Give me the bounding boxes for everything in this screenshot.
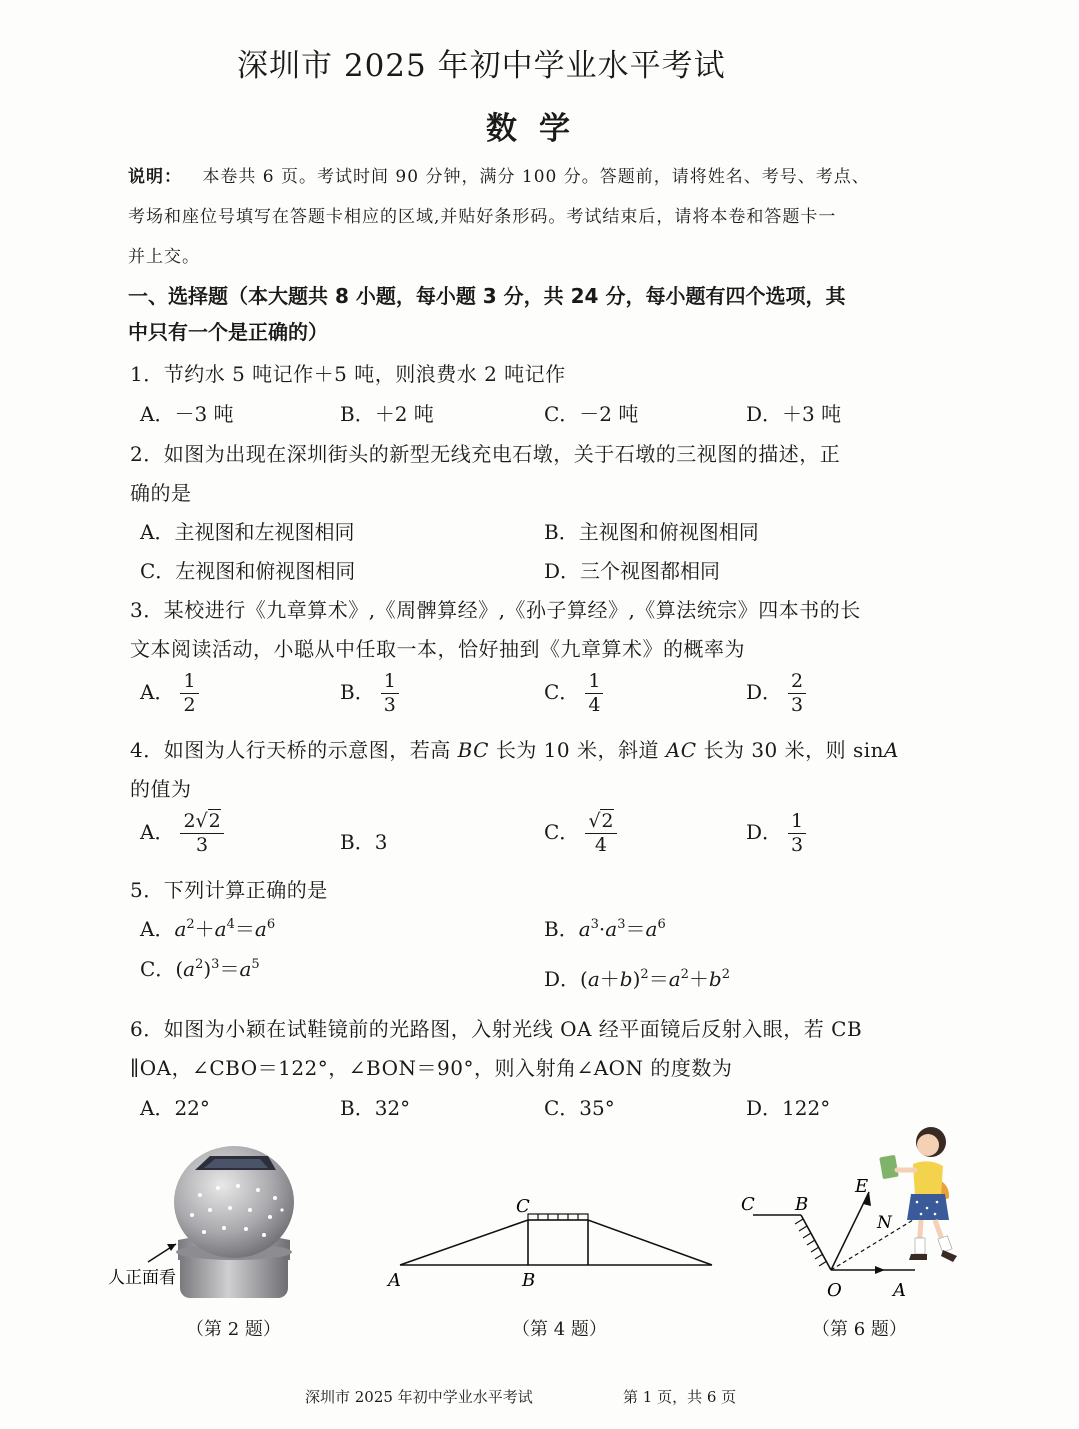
label-n: N	[877, 1213, 892, 1233]
var: a	[587, 967, 600, 991]
denominator: 3	[791, 834, 804, 856]
instructions-line-1	[128, 162, 870, 187]
text-segment: 长为 10 米，斜道	[488, 738, 666, 762]
var: a	[214, 917, 227, 941]
fraction	[381, 672, 399, 715]
option-label: A．	[140, 680, 175, 704]
question-4-stem-line-1	[130, 734, 899, 763]
fraction	[180, 812, 223, 855]
figure-6-caption: （第 6 题）	[812, 1319, 907, 1340]
option-label: C．	[544, 820, 580, 844]
subject-title: 数学	[486, 111, 592, 147]
footer-page-number: 第 1 页，共 6 页	[623, 1388, 737, 1406]
footer-exam-name: 深圳市 2025 年初中学业水平考试	[305, 1388, 533, 1406]
question-6-option-d: D．122°	[746, 1096, 831, 1120]
book-icon	[879, 1155, 899, 1179]
var: a	[183, 957, 196, 981]
text-segment: 长为 30 米，则 sin	[696, 738, 885, 762]
denominator: 3	[383, 694, 396, 716]
question-2-option-b: B．主视图和俯视图相同	[544, 520, 759, 544]
girl-illustration	[879, 1127, 957, 1262]
option-label: D．	[746, 820, 783, 844]
var: b	[708, 967, 722, 991]
question-1-option-b: B．＋2 吨	[340, 402, 434, 426]
label-b: B	[795, 1194, 809, 1215]
question-2-option-d: D．三个视图都相同	[544, 559, 721, 583]
figure-4-caption: （第 4 题）	[512, 1319, 607, 1340]
var: a	[578, 917, 591, 941]
exponent: 2	[680, 967, 689, 982]
var-bc: BC	[457, 738, 489, 762]
exponent: 3	[211, 957, 220, 972]
exponent: 6	[657, 917, 666, 932]
question-2-stem-line-1: 2．如图为出现在深圳街头的新型无线充电石墩，关于石墩的三视图的描述，正	[130, 442, 841, 466]
question-1-option-d: D．＋3 吨	[746, 402, 842, 426]
numerator: 1	[788, 812, 806, 834]
question-6-stem-line-2: ∥OA，∠CBO＝122°，∠BON＝90°，则入射角∠AON 的度数为	[130, 1056, 733, 1080]
numerator: 1	[180, 672, 198, 694]
exponent: 3	[590, 917, 599, 932]
question-2-stem-line-2: 确的是	[130, 481, 192, 505]
text-segment: 4．如图为人行天桥的示意图，若高	[130, 738, 458, 762]
figure-2-arrow-label: 人正面看	[108, 1268, 176, 1288]
instructions-line-2: 考场和座位号填写在答题卡相应的区域,并贴好条形码。考试结束后，请将本卷和答题卡一	[128, 207, 837, 227]
var: a	[239, 957, 252, 981]
paren: )	[203, 957, 212, 981]
figure-4-footbridge	[380, 1190, 730, 1300]
label-e: E	[855, 1176, 869, 1197]
op: ＝	[234, 917, 255, 941]
var: a	[174, 917, 187, 941]
label-b: B	[522, 1270, 536, 1291]
exponent: 2	[640, 967, 649, 982]
question-5-stem: 5．下列计算正确的是	[130, 878, 328, 902]
paren: (	[580, 967, 588, 991]
question-5-option-d	[544, 963, 730, 992]
option-label: B．	[544, 917, 579, 941]
question-4-option-b: B．3	[340, 830, 388, 854]
var: b	[619, 967, 633, 991]
option-label: D．	[544, 967, 581, 991]
question-3-option-c	[544, 672, 603, 715]
label-c: C	[741, 1194, 755, 1215]
instructions-label: 说明：	[128, 167, 182, 187]
radicand: 2	[601, 810, 614, 832]
exam-title: 深圳市 2025 年初中学业水平考试	[237, 48, 726, 84]
exponent: 5	[251, 957, 260, 972]
op: ＋	[194, 917, 215, 941]
question-5-option-a	[140, 913, 275, 942]
question-4-option-d	[746, 812, 806, 855]
question-3-stem-line-2: 文本阅读活动，小聪从中任取一本，恰好抽到《九章算术》的概率为	[130, 637, 745, 661]
option-label: D．	[746, 680, 783, 704]
numerator: 2	[788, 672, 806, 694]
paren: )	[632, 967, 641, 991]
option-label: A．	[140, 917, 175, 941]
denominator: 4	[588, 694, 601, 716]
exponent: 6	[266, 917, 276, 932]
op: ＝	[219, 957, 240, 981]
question-6-option-a: A．22°	[140, 1096, 210, 1120]
question-1-option-a: A．－3 吨	[140, 402, 234, 426]
numerator: 1	[381, 672, 399, 694]
var: a	[668, 967, 681, 991]
op: ·	[598, 917, 606, 941]
question-3-option-d	[746, 672, 806, 715]
figure-2-stone-pier	[100, 1140, 330, 1310]
denominator: 3	[791, 694, 804, 716]
fraction	[585, 672, 603, 715]
mirror-hatching	[795, 1219, 827, 1266]
exponent: 2	[195, 957, 204, 972]
op: ＝	[648, 967, 669, 991]
paren: (	[175, 957, 184, 981]
girl-face	[917, 1134, 939, 1156]
fraction	[788, 672, 806, 715]
question-2-option-c: C．左视图和俯视图相同	[140, 559, 356, 583]
option-label: C．	[544, 680, 580, 704]
question-6-option-b: B．32°	[340, 1096, 411, 1120]
question-5-option-c	[140, 953, 260, 982]
exponent: 3	[617, 917, 626, 932]
var: a	[254, 917, 267, 941]
denominator: 2	[183, 694, 196, 716]
var: a	[605, 917, 618, 941]
radicand: 2	[208, 810, 221, 832]
coefficient: 2	[183, 810, 196, 832]
question-1-stem: 1．节约水 5 吨记作＋5 吨，则浪费水 2 吨记作	[130, 362, 566, 386]
var-ac: AC	[665, 738, 697, 762]
fraction	[180, 672, 198, 715]
denominator: 3	[196, 834, 209, 856]
op: ＋	[599, 967, 620, 991]
figure-6-light-path	[735, 1120, 965, 1310]
question-1-option-c: C．－2 吨	[544, 402, 639, 426]
question-4-option-a	[140, 812, 224, 855]
question-6-option-c: C．35°	[544, 1096, 615, 1120]
label-a: A	[893, 1280, 906, 1301]
shoe-left	[909, 1254, 927, 1260]
exponent: 4	[226, 917, 235, 932]
girl-skirt	[907, 1194, 949, 1220]
op: ＋	[688, 967, 709, 991]
option-label: B．	[340, 680, 375, 704]
girl-shirt	[913, 1161, 943, 1196]
numerator: √2	[585, 812, 616, 834]
question-4-stem-line-2: 的值为	[130, 777, 192, 801]
op: ＝	[625, 917, 646, 941]
label-a: A	[388, 1270, 401, 1291]
fraction	[788, 812, 806, 855]
ray-oa-arrow-icon	[875, 1266, 885, 1274]
exponent: 2	[186, 917, 195, 932]
question-6-stem-line-1: 6．如图为小颖在试鞋镜前的光路图，入射光线 OA 经平面镜后反射入眼，若 CB	[130, 1017, 863, 1041]
question-4-option-c	[544, 812, 617, 855]
shoe-right	[941, 1250, 957, 1262]
question-3-option-a	[140, 672, 199, 715]
instructions-text-1: 本卷共 6 页。考试时间 90 分钟，满分 100 分。答题前，请将姓名、考号、考点、	[202, 167, 870, 187]
label-o: O	[827, 1280, 842, 1301]
fraction	[585, 812, 616, 855]
section-heading-line-1: 一、选择题（本大题共 8 小题，每小题 3 分，共 24 分，每小题有四个选项，其	[128, 284, 846, 308]
label-c: C	[516, 1196, 530, 1217]
question-3-option-b	[340, 672, 399, 715]
figure-2-caption: （第 2 题）	[186, 1319, 281, 1340]
exponent: 2	[721, 967, 731, 982]
numerator: 1	[585, 672, 603, 694]
option-label: C．	[140, 957, 176, 981]
question-5-option-b	[544, 913, 666, 942]
question-2-option-a: A．主视图和左视图相同	[140, 520, 355, 544]
var-a: A	[884, 738, 899, 762]
instructions-line-3: 并上交。	[128, 247, 200, 267]
denominator: 4	[594, 834, 607, 856]
option-label: A．	[140, 820, 175, 844]
section-heading-line-2: 中只有一个是正确的）	[128, 320, 328, 344]
var: a	[645, 917, 658, 941]
numerator: 2√2	[180, 812, 223, 834]
question-3-stem-line-1: 3．某校进行《九章算术》,《周髀算经》,《孙子算经》,《算法统宗》四本书的长	[130, 598, 861, 622]
bridge-outline	[400, 1220, 712, 1265]
